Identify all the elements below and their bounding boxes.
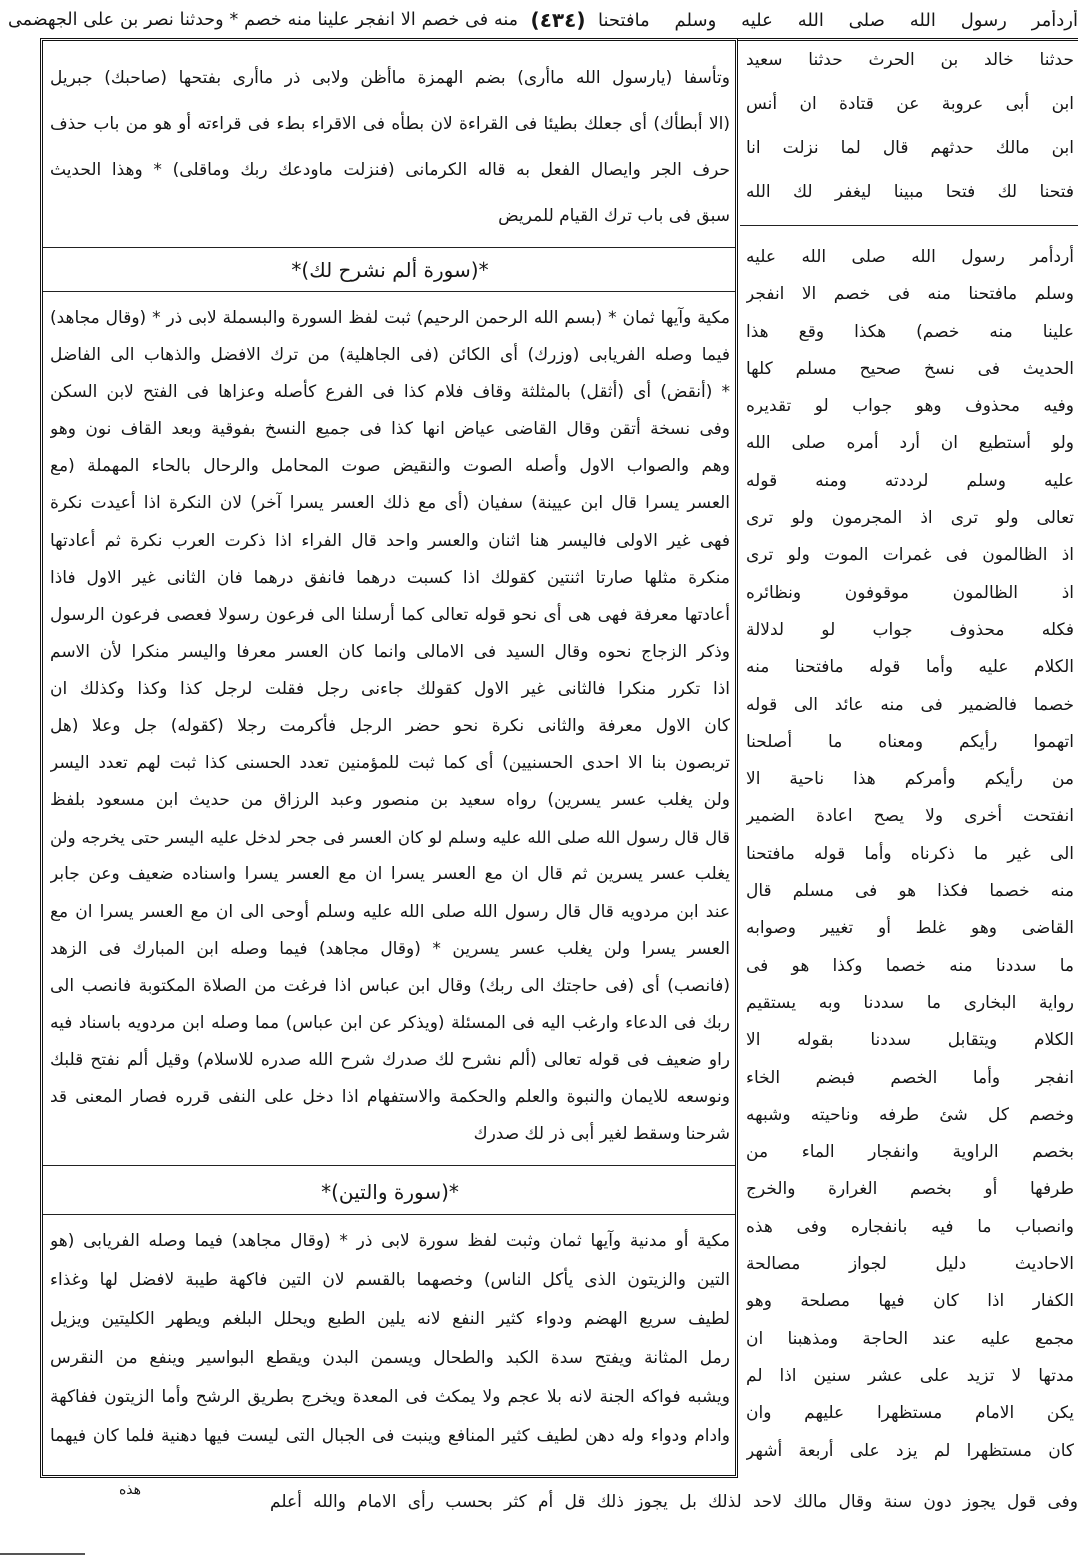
margin-line: مجمع عليه عند الحاجة ومذهبنا ان <box>746 1328 1074 1349</box>
margin-line: الى غير ما ذكرناه وأما قوله مافتحنا <box>746 843 1074 864</box>
margin-line: من رأيكم وأمركم هذا ناحية الا <box>746 769 1074 790</box>
text-line: راو ضعيف فى قوله تعالى (ألم نشرح لك صدرك شرح الله صدره للاسلام) وقيل ألم نفتح قلبك <box>50 1049 730 1070</box>
text-line: تربصون بنا الا احدى الحسنيين) أى كما ثبت للمؤمنين تعدد الحسنى كذا ثبت لهم تعدد اليسر <box>50 753 730 774</box>
text-line: فهى غير الاولى فاليسر هنا اثنان والعسر واحد قال الفراء اذا ذكرت العرب نكرة ثم أعادتها <box>50 530 730 551</box>
margin-line: الكفار اذا كان فيها مصلحة وهو <box>746 1291 1074 1312</box>
margin-line: ولو أستطيع ان أرد أمره صلى الله <box>746 433 1074 454</box>
margin-sharh-block <box>746 239 1074 1470</box>
margin-line: الحديث فى نسخ صحيح مسلم كلها <box>746 358 1074 379</box>
text-line: اذا تكرر منكرا فالثانى غير الاول كقولك جاءنى رجل فقلت لرجل كذا وكذا وكذلك ان <box>50 678 730 699</box>
text-line: قال قال رسول الله صلى الله عليه وسلم لو كان العسر فى جحر لدخل عليه اليسر حتى يخرجه ولن <box>50 828 730 848</box>
text-line: لطيف سريع الهضم ودواء كثير النفع لانه يلين الطبع ويحلل البلغم ويطهر الكليتين ويزيل <box>50 1309 730 1329</box>
text-line: رمل المثانة ويفتح سدة الكبد والطحال ويسمن البدن ويقطع البواسير وينفع من النقرس <box>50 1348 730 1368</box>
margin-line: حدثنا خالد بن الحرث حدثنا سعيد <box>746 50 1074 70</box>
header-text-right: أردأمر رسول الله صلى الله عليه وسلم مافتحنا <box>598 9 1078 31</box>
margin-line: وانصباب ما فيه بانفجاره وفى هذه <box>746 1216 1074 1237</box>
margin-line: وخصم كل شئ طرفه وناحيته وشبهه <box>746 1104 1074 1125</box>
margin-line: القاضى وهو غلط أو تغيير وصوابه <box>746 918 1074 939</box>
margin-line: وسلم مافتحنا منه فى خصم الا انفجر <box>746 284 1074 305</box>
margin-line: الاحاديث دليل لجواز مصالحة <box>746 1254 1074 1275</box>
text-line: ربك فى الدعاء وارغب اليه فى المسئلة (ويذكر عن ابن عباس) مما وصله ابن مردويه باسناد فيه <box>50 1012 730 1033</box>
margin-line: يكن الامام مستظهرا عليهم وان <box>746 1403 1074 1424</box>
margin-line: رواية البخارى ما سددنا وبه يستقيم <box>746 992 1074 1013</box>
margin-line: كان مستظهرا لم يزد على أربعة أشهر <box>746 1440 1074 1461</box>
surah-heading: *(سورة ألم نشرح لك)* <box>291 258 489 282</box>
text-line: ويشبه فواكه الجنة لانه بلا عجم ولا يمكث فى المعدة ويخرج بطريق الرشح وأما الزيتون ففاكهة <box>50 1387 730 1407</box>
text-line: فيما وصله الفريابى (وزرك) أى الكائن (فى الجاهلية) من ترك الافضل والذهاب الى الفاضل <box>50 345 730 366</box>
text-line: حرف الجر وايصال الفعل به قاله الكرمانى (فنزلت ماودعك ربك وماقلى) * وهذا الحديث <box>50 160 730 180</box>
header-text-left: منه فى خصم الا انفجر علينا منه خصم * وحدثنا نصر بن على الجهضمى <box>8 10 518 30</box>
margin-line: عليه وسلم لرددته ومنه قوله <box>746 470 1074 491</box>
catchword: هذه <box>118 1482 142 1498</box>
text-line: وادام ودواء وله دهن لطيف كثير المنافع وينبت فى الجبال التى ليست فيها دهنية فلما كان فيهما <box>50 1426 730 1446</box>
surah-commentary-block <box>50 1222 730 1456</box>
section-rule <box>43 247 735 248</box>
text-line: سبق فى باب ترك القيام للمريض <box>498 206 730 226</box>
text-line: مكية وآيها ثمان * (بسم الله الرحمن الرحيم) ثبت لفظ السورة والبسملة لابى ذر * (وقال مجاهد) <box>50 308 730 328</box>
text-line: (فانصب) أى (فى حاجتك الى ربك) وقال ابن عباس اذا فرغت من الصلاة المكتوبة فانصب الى <box>50 975 730 996</box>
footer-continuation-line: وفى قول يجوز دون سنة وقال مالك لاحد لذلك بل يجوز ذلك قل أم كثر بحسب رأى الامام والله أعلم <box>270 1492 1078 1512</box>
margin-line: اذ الظالمون موقوفون ونظائره <box>746 582 1074 603</box>
text-line: شرحنا وسقط لغير أبى ذر لك صدرك <box>473 1124 730 1145</box>
text-line: العسر يسرا قال ابن عيينة) سفيان (أى مع ذلك العسر يسرا آخر) لان النكرة اذا أعيدت نكرة <box>50 493 730 514</box>
margin-line: طرفها أو بخصم الغرارة والخرج <box>746 1179 1074 1200</box>
margin-line: ابن أبى عروبة عن قتادة ان أنس <box>746 94 1074 114</box>
section-rule <box>43 291 735 292</box>
text-line: عند ابن مردويه قال قال رسول الله صلى الله عليه وسلم أوحى الى ان مع العسر يسرا ان مع <box>50 901 730 922</box>
margin-line: منه خصما فكذا هو فى مسلم قال <box>746 881 1074 902</box>
text-line: (الا أبطأك) أى جعلك بطيئا فى القراءة لان بطأه فى الاقراء بطء فى قراءته أو هو من باب حذف <box>50 114 730 134</box>
margin-line: خصما فالضمير فى منه عائد الى قوله <box>746 694 1074 715</box>
section-rule <box>43 1214 735 1215</box>
text-line: مكية أو مدنية وآيها ثمان وثبت لفظ سورة لابى ذر * (وقال مجاهد) فيما وصله الفريابى (هو <box>50 1231 730 1251</box>
text-line: وتأسفا (يارسول الله ماأرى) بضم الهمزة ماأظن ولابى ذر ماأرى بفتحها (صاحبك) جبريل <box>50 68 730 88</box>
margin-line: ما سددنا منه خصما وكذا هو فى <box>746 955 1074 976</box>
margin-line: بخصم الراوية وانفجار الماء من <box>746 1142 1074 1163</box>
margin-separator-rule <box>740 225 1078 226</box>
text-line: وهم والصواب الاول وأصله الصوت والنقيض صوت المحامل والرحال بالحاء المهملة (مع <box>50 456 730 477</box>
margin-line: انفجر وأما الخصم فبضم الخاء <box>746 1067 1074 1088</box>
margin-line: تعالى ولو ترى اذ المجرمون ولو ترى <box>746 508 1074 529</box>
surah-commentary-block <box>50 300 730 1153</box>
margin-line: علينا منه خصم) هكذا وقع هذا <box>746 321 1074 342</box>
text-line: يغلب عسر يسرين ثم قال ان مع العسر يسرا ان مع العسر يسرا واسناده ضعيف وعن جابر <box>50 864 730 885</box>
surah-heading: *(سورة والتين)* <box>321 1180 459 1204</box>
page-number: (٤٣٤) <box>530 8 586 32</box>
section-rule <box>43 1165 735 1166</box>
text-line: وفى نسخة أتقن وقال القاضى عياض انها كذا فى جميع النسخ بفوقية وبعد القاف نون وهو <box>50 419 730 440</box>
margin-line: ابن مالك حدثهم قال لما نزلت انا <box>746 138 1074 158</box>
margin-line: اذ الظالمون فى غمرات الموت ولو ترى <box>746 545 1074 566</box>
margin-line: فتحنا لك فتحا مبينا ليغفر لك الله <box>746 182 1074 202</box>
text-line: ولن يغلب عسر يسرين) رواه سعيد بن منصور وعبد الرزاق من حديث ابن مسعود بلفظ <box>50 790 730 811</box>
text-line: التين والزيتون الذى يأكل الناس) وخصهما بالقسم لان التين فاكهة طيبة لافضل لها وغذاء <box>50 1270 730 1290</box>
margin-line: الكلام عليه وأما قوله مافتحنا منه <box>746 657 1074 678</box>
margin-line: اتهموا رأيكم ومعناه ما أصلحنا <box>746 731 1074 752</box>
text-line: ونوسعه للايمان والنبوة والعلم والحكمة والاستفهام اذا دخل على النفى قرره فصار المعنى قد <box>50 1086 730 1107</box>
scan-artifact-line <box>0 1553 85 1555</box>
margin-line: وفيه محذوف وهو جواب لو تقديره <box>746 396 1074 417</box>
text-line: * (أنقض) أى (أثقل) بالمثلثة وقاف فلام كذا فى الفرع كأصله وعزاها فى الفتح لابن السكن <box>50 382 730 403</box>
margin-line: أردأمر رسول الله صلى الله عليه <box>746 247 1074 267</box>
text-line: منكرة مثلها صارتا اثنتين كقولك اذا كسبت درهما فانفق درهما فان الثانى غير الاول فاذا <box>50 567 730 588</box>
margin-line: انفتحت أخرى ولا يصح اعادة الضمير <box>746 806 1074 827</box>
main-intro-block <box>50 55 730 239</box>
text-line: وذكر الزجاج نحوه وقال السيد فى الامالى وانما كان العسر معرفا واليسر منكرا لأن الاسم <box>50 641 730 662</box>
margin-line: مدتها لا تزيد على عشر سنين اذا لم <box>746 1365 1074 1386</box>
margin-line: فكله محذوف جواب لو لدلالة <box>746 619 1074 640</box>
margin-line: الكلام ويتقابل سددنا بقوله الا <box>746 1030 1074 1051</box>
running-header <box>8 4 1078 36</box>
margin-matn-block <box>746 38 1074 214</box>
text-line: أعادتها معرفة فهى هى أى نحو قوله تعالى كما أرسلنا الى فرعون رسولا فعصى فرعون الرسول <box>50 604 730 625</box>
text-line: كان الاول معرفة والثانى نكرة نحو حضر الرجل فأكرمت رجلا (كقوله) جل وعلا (هل <box>50 716 730 737</box>
text-line: العسر يسرا ولن يغلب عسر يسرين * (وقال مجاهد) فيما وصله ابن المبارك فى الزهد <box>50 938 730 959</box>
